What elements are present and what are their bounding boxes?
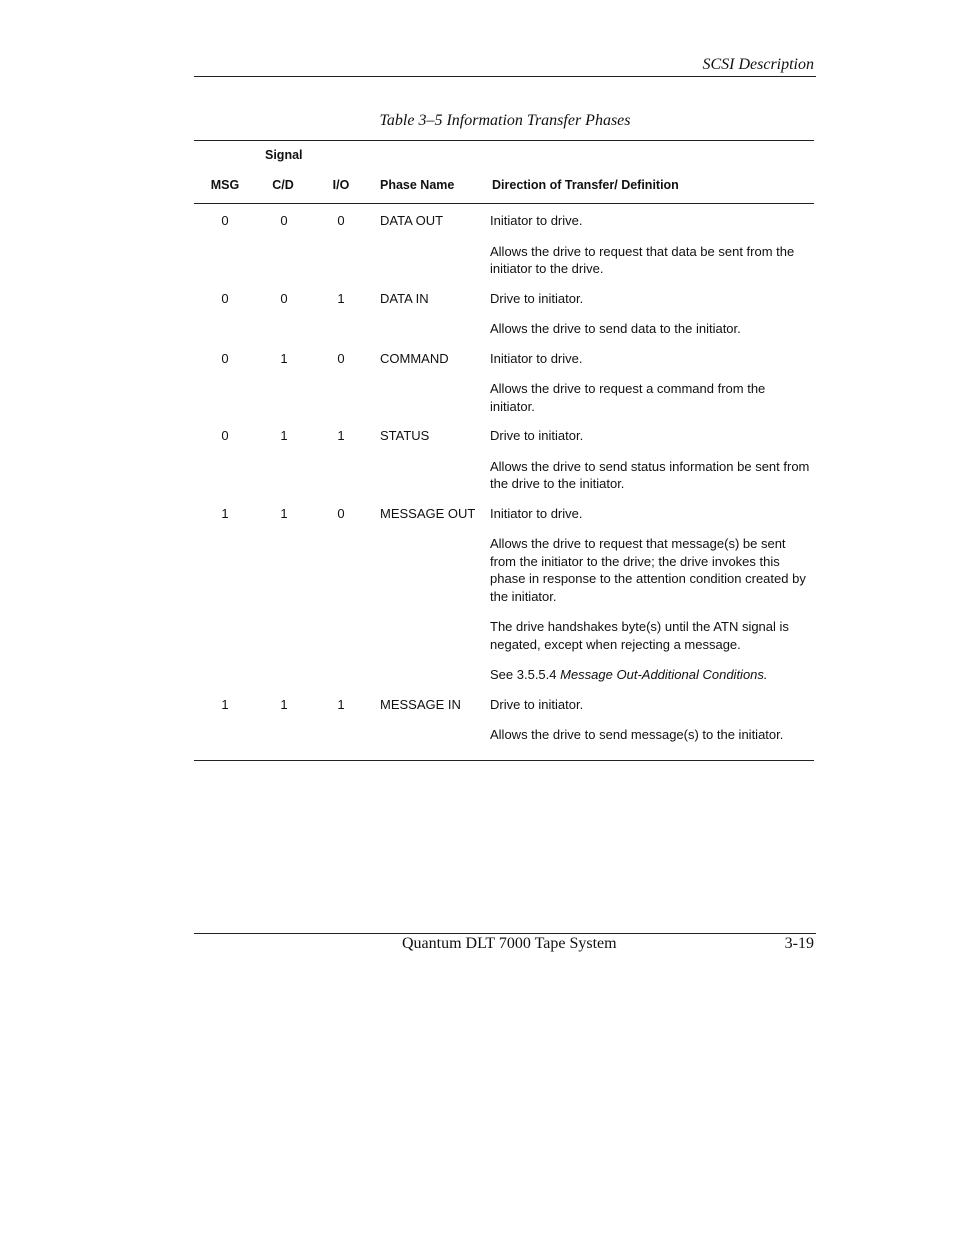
definition-text: Drive to initiator. xyxy=(490,696,584,712)
definition-text: Drive to initiator. xyxy=(490,290,584,306)
definition-paragraph xyxy=(490,350,810,368)
definition-text: Initiator to drive. xyxy=(490,213,583,228)
cell-phase-name: DATA IN xyxy=(380,290,429,306)
cell-io: 0 xyxy=(337,213,345,228)
cell-definition xyxy=(490,346,810,424)
table-row xyxy=(194,346,814,424)
table-row xyxy=(194,286,814,346)
table-row xyxy=(194,692,814,752)
definition-paragraph xyxy=(490,212,810,230)
definition-paragraph xyxy=(490,320,810,338)
cell-cd: 0 xyxy=(280,213,288,228)
definition-text: Allows the drive to request a command from the initiator. xyxy=(490,381,766,414)
cell-phase-name: MESSAGE OUT xyxy=(380,505,476,521)
table-caption: Table 3–5 Information Transfer Phases xyxy=(379,112,631,129)
cell-io: 1 xyxy=(337,696,345,712)
column-header-io: I/O xyxy=(332,178,350,192)
definition-paragraph xyxy=(490,726,810,744)
cell-phase-name: DATA OUT xyxy=(380,213,444,228)
cell-io: 0 xyxy=(337,350,345,366)
cell-cd: 1 xyxy=(280,696,288,712)
cell-cd: 1 xyxy=(280,428,288,443)
definition-text: Allows the drive to send data to the initiator. xyxy=(490,321,741,336)
cell-io: 0 xyxy=(337,505,345,521)
column-header-phase-name: Phase Name xyxy=(380,178,455,192)
cell-phase-name: STATUS xyxy=(380,428,430,443)
definition-text: Initiator to drive. xyxy=(490,350,583,366)
definition-paragraph xyxy=(490,696,810,714)
definition-text: Allows the drive to request that message(s) be sent from the initiator to the drive; the drive invokes this phase in response to the attention condition created by the initiator. xyxy=(490,536,806,604)
definition-paragraph xyxy=(490,290,810,308)
cell-definition xyxy=(490,501,810,692)
table-row xyxy=(194,208,814,286)
definition-paragraph xyxy=(490,427,810,445)
cell-msg: 0 xyxy=(221,213,229,228)
definition-paragraph xyxy=(490,505,810,523)
cell-definition xyxy=(490,208,810,286)
table-row xyxy=(194,423,814,501)
definition-text: Initiator to drive. xyxy=(490,505,583,521)
cell-msg: 0 xyxy=(221,350,229,366)
definition-paragraph xyxy=(490,535,810,605)
footer-rule xyxy=(194,933,816,934)
cell-cd: 0 xyxy=(280,290,288,306)
definition-text: Allows the drive to request that data be sent from the initiator to the drive. xyxy=(490,243,795,276)
definition-text: The drive handshakes byte(s) until the ATN signal is negated, except when rejecting a message. xyxy=(490,619,789,652)
cell-definition xyxy=(490,692,810,752)
cell-definition xyxy=(490,423,810,501)
definition-text: Allows the drive to send status information be sent from the drive to the initiator. xyxy=(490,458,810,491)
cell-msg: 0 xyxy=(221,290,229,306)
cell-phase-name: MESSAGE IN xyxy=(380,696,461,712)
definition-paragraph xyxy=(490,380,810,415)
table-row xyxy=(194,501,814,692)
column-header-direction: Direction of Transfer/ Definition xyxy=(492,178,679,192)
header-rule xyxy=(194,76,816,77)
definition-paragraph xyxy=(490,243,810,278)
cell-phase-name: COMMAND xyxy=(380,350,449,366)
definition-reference-title: Message Out-Additional Conditions. xyxy=(560,667,768,682)
cell-msg: 1 xyxy=(221,505,229,521)
cell-cd: 1 xyxy=(280,350,288,366)
column-header-cd: C/D xyxy=(272,178,294,192)
definition-paragraph xyxy=(490,458,810,493)
cell-io: 1 xyxy=(337,290,345,306)
definition-text: Allows the drive to send message(s) to the initiator. xyxy=(490,727,784,742)
definition-text: Drive to initiator. xyxy=(490,428,584,443)
page-number: 3-19 xyxy=(784,935,814,952)
definition-text: See 3.5.5.4 xyxy=(490,667,561,682)
cell-definition xyxy=(490,286,810,346)
cell-io: 1 xyxy=(337,428,345,443)
definition-paragraph xyxy=(490,618,810,653)
definition-paragraph xyxy=(490,666,810,684)
cell-msg: 0 xyxy=(221,428,229,443)
footer-title: Quantum DLT 7000 Tape System xyxy=(402,935,617,952)
table-header xyxy=(194,141,814,204)
table-body xyxy=(194,204,814,760)
signal-group-header: Signal xyxy=(265,148,303,162)
running-header: SCSI Description xyxy=(702,56,814,73)
column-header-msg: MSG xyxy=(210,178,240,192)
information-transfer-phases-table xyxy=(194,140,814,761)
cell-cd: 1 xyxy=(280,505,288,521)
cell-msg: 1 xyxy=(221,696,229,712)
